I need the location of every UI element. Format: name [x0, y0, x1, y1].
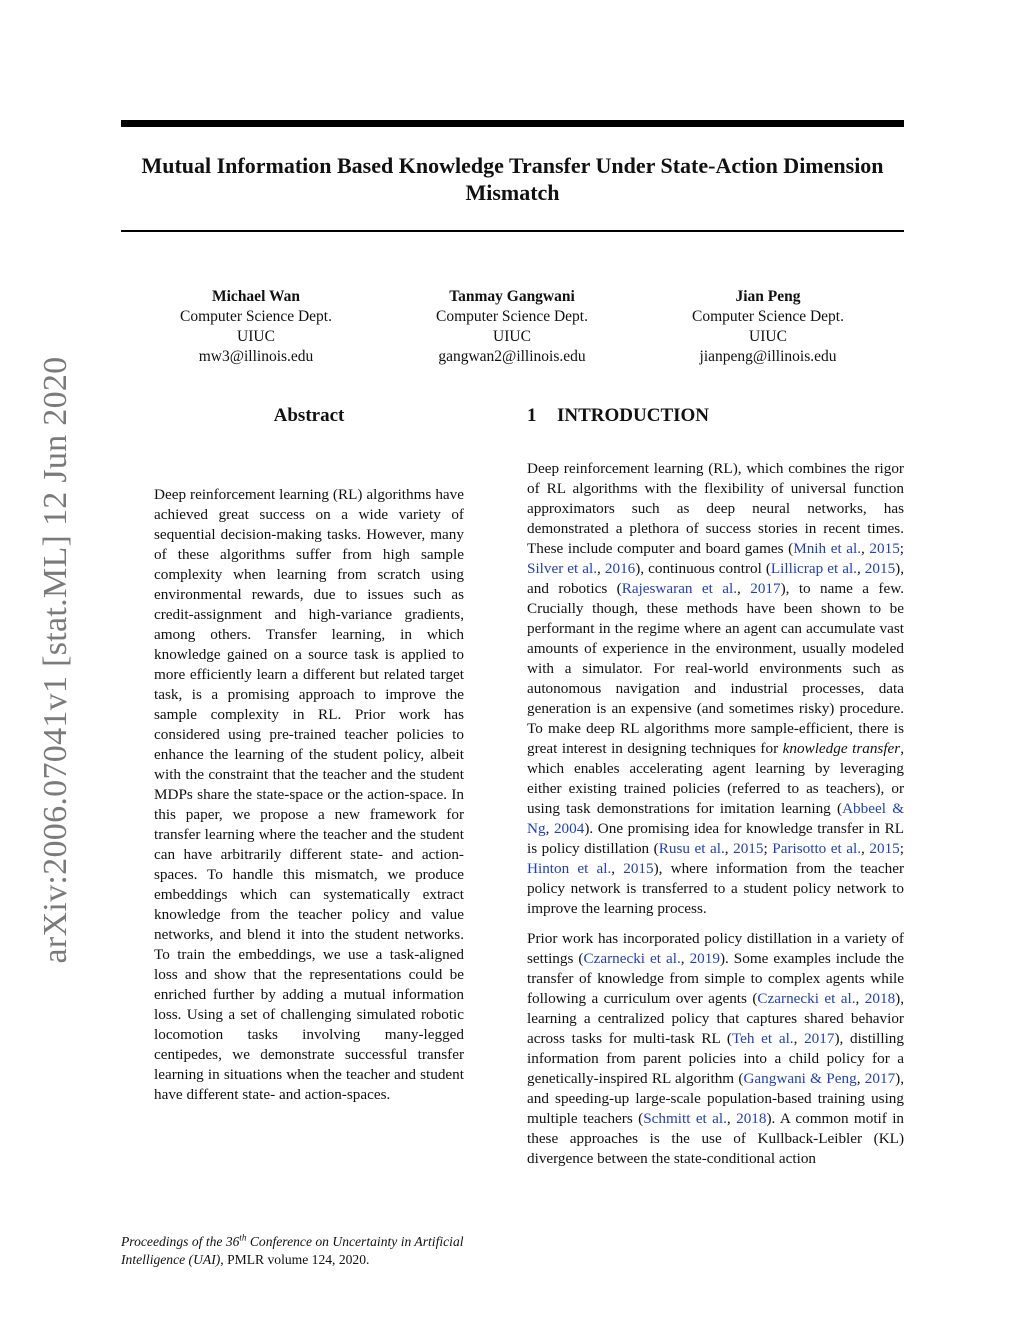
text-run: Deep reinforcement learning (RL), which combines the rigor of RL algorithms with the flexibility of universal function approximators such as deep neural networks, has demonstrated a plethora of success stories in recent times. These include computer and board games ( — [527, 460, 904, 557]
text-run: ). One promising idea for knowledge transfer in RL is policy distillation ( — [527, 820, 905, 857]
author-dept: Computer Science Dept. — [180, 308, 332, 325]
citation-year-link[interactable]: 2015 — [733, 840, 764, 857]
citation-link[interactable]: Rusu et al. — [658, 840, 725, 857]
text-run: ), to name a few. Crucially though, these methods have been shown to be performant in the regime where an agent can accumulate vast amounts of experience in the environment, usually modeled with a simulator. For real-world environments such as autonomous navigation and industrial processes, data generation is an expensive (and sometimes risky) procedure. To make deep RL algorithms more sample-efficient, there is great interest in designing techniques for — [527, 580, 905, 757]
text-run: ), continuous control ( — [635, 560, 771, 577]
citation-year-link[interactable]: 2015 — [869, 840, 900, 857]
author-email: mw3@illinois.edu — [198, 348, 314, 365]
author-dept: Computer Science Dept. — [436, 308, 588, 325]
citation-link[interactable]: Gangwani & Peng — [743, 1070, 857, 1087]
citation-year-link[interactable]: 2016 — [604, 560, 636, 577]
text-run: ; — [899, 540, 905, 557]
text-run: , — [545, 820, 554, 837]
title-rule-top — [121, 120, 904, 127]
text-run: , — [855, 990, 865, 1007]
text-run: , which enables accelerating agent learning by leveraging either existing trained policies (referred to as teachers), or using task demonstrations for imitation learning ( — [527, 740, 904, 817]
citation-year-link[interactable]: 2015 — [869, 540, 900, 557]
text-run: Proceedings of the 36 — [121, 1233, 240, 1249]
author-block — [136, 287, 376, 367]
text-run: ; — [899, 840, 904, 857]
citation-year-link[interactable]: 2004 — [553, 820, 585, 837]
author-dept: Computer Science Dept. — [692, 308, 844, 325]
citation-link[interactable]: Abbeel & Ng — [527, 800, 905, 837]
author-institution: UIUC — [237, 328, 275, 345]
citation-link[interactable]: Parisotto et al. — [772, 840, 862, 857]
text-run: ), and speeding-up large-scale population-based training using multiple teachers ( — [527, 1070, 905, 1127]
citation-year-link[interactable]: 2019 — [689, 950, 720, 967]
section-number: 1 — [527, 405, 537, 426]
author-name: Michael Wan — [212, 288, 300, 305]
ordinal-suffix: th — [239, 1232, 247, 1242]
text-run: ), distilling information from parent policies into a child policy for a genetically-inspired RL algorithm ( — [527, 1030, 904, 1087]
text-run: , — [726, 1110, 737, 1127]
abstract-text: Deep reinforcement learning (RL) algorithms have achieved great success on a wide variety of sequential decision-making tasks. However, many of these algorithms suffer from high sample complexity when learning from scratch using environmental rewards, due to issues such as credit-assignment and high-variance gradients, among others. Transfer learning, in which knowledge gained on a source task is applied to more efficiently learn a different but related target task, is a promising approach to improve the sample complexity in RL. Prior work has considered using pre-trained teacher policies to enhance the learning of the student policy, albeit with the constraint that the teacher and the student MDPs share the state-space or the action-space. In this paper, we propose a new framework for transfer learning where the teacher and the student can have arbitrarily different state- and action-spaces. To handle this mismatch, we produce embeddings which can systematically extract knowledge from the teacher policy and value networks, and blend it into the student networks. To train the embeddings, we use a task-aligned loss and show that the representations could be enriched further by adding a mutual information loss. Using a set of challenging simulated robotic locomotion tasks involving many-legged centipedes, we demonstrate successful transfer learning in situations when the teacher and student have different state- and action-spaces. — [154, 486, 464, 1103]
author-email: jianpeng@illinois.edu — [699, 348, 837, 365]
citation-link[interactable]: Hinton et al. — [527, 860, 612, 877]
arxiv-identifier: arXiv:2006.07041v1 [stat.ML] 12 Jun 2020 — [37, 356, 74, 964]
intro-paragraph-2 — [527, 929, 904, 1169]
citation-link[interactable]: Lillicrap et al. — [770, 560, 857, 577]
citation-link[interactable]: Rajeswaran et al. — [621, 580, 738, 597]
text-run: , — [861, 840, 870, 857]
author-institution: UIUC — [749, 328, 787, 345]
author-block — [392, 287, 632, 367]
author-block — [648, 287, 888, 367]
citation-link[interactable]: Silver et al. — [527, 560, 598, 577]
text-run: Conference on Uncertainty in Artificial Intelligence (UAI) — [121, 1233, 464, 1267]
text-run: , — [680, 950, 690, 967]
text-run: , — [724, 840, 734, 857]
citation-link[interactable]: Teh et al. — [731, 1030, 794, 1047]
emphasis-text: knowledge transfer — [782, 740, 901, 757]
citation-year-link[interactable]: 2018 — [864, 990, 896, 1007]
author-name: Jian Peng — [735, 288, 801, 305]
citation-year-link[interactable]: 2015 — [623, 860, 654, 877]
intro-paragraph-1 — [527, 459, 904, 919]
text-run: ). Some examples include the transfer of knowledge from simple to complex agents while following a curriculum over agents ( — [527, 950, 905, 1007]
citation-year-link[interactable]: 2018 — [736, 1110, 767, 1127]
text-run: , — [861, 540, 870, 557]
citation-year-link[interactable]: 2017 — [750, 580, 781, 597]
citation-link[interactable]: Czarnecki et al. — [583, 950, 681, 967]
citation-year-link[interactable]: 2017 — [804, 1030, 835, 1047]
citation-link[interactable]: Czarnecki et al. — [757, 990, 856, 1007]
text-run: ), and robotics ( — [527, 560, 905, 597]
intro-heading — [527, 405, 907, 427]
citation-year-link[interactable]: 2017 — [864, 1070, 896, 1087]
footnote-volume: , PMLR volume 124, 2020. — [220, 1251, 370, 1267]
paper-title: Mutual Information Based Knowledge Transfer Under State-Action Dimension Mismatch — [141, 153, 884, 205]
title-rule-bottom — [121, 230, 904, 232]
abstract-heading: Abstract — [273, 405, 345, 426]
text-run: , — [737, 580, 751, 597]
citation-year-link[interactable]: 2015 — [864, 560, 896, 577]
author-email: gangwan2@illinois.edu — [438, 348, 586, 365]
text-run: , — [856, 560, 865, 577]
author-institution: UIUC — [493, 328, 531, 345]
text-run: ), learning a centralized policy that captures shared behavior across tasks for multi-task RL ( — [527, 990, 905, 1047]
text-run: ; — [763, 840, 773, 857]
text-run: , — [597, 560, 605, 577]
text-run: Prior work has incorporated policy distillation in a variety of settings ( — [527, 930, 904, 967]
citation-link[interactable]: Schmitt et al. — [643, 1110, 727, 1127]
section-title: INTRODUCTION — [557, 405, 710, 426]
text-run: , — [611, 860, 624, 877]
author-name: Tanmay Gangwani — [449, 288, 575, 305]
text-run: , — [793, 1030, 805, 1047]
text-run: ). A common motif in these approaches is the use of Kullback-Leibler (KL) divergence between the state-conditional action — [527, 1110, 905, 1167]
citation-link[interactable]: Mnih et al. — [793, 540, 862, 557]
proceedings-footnote — [121, 1228, 521, 1269]
intro-body — [527, 459, 904, 1169]
text-run: , — [856, 1070, 865, 1087]
text-run: ), where information from the teacher policy network is transferred to a student policy network to improve the learning process. — [527, 860, 905, 917]
